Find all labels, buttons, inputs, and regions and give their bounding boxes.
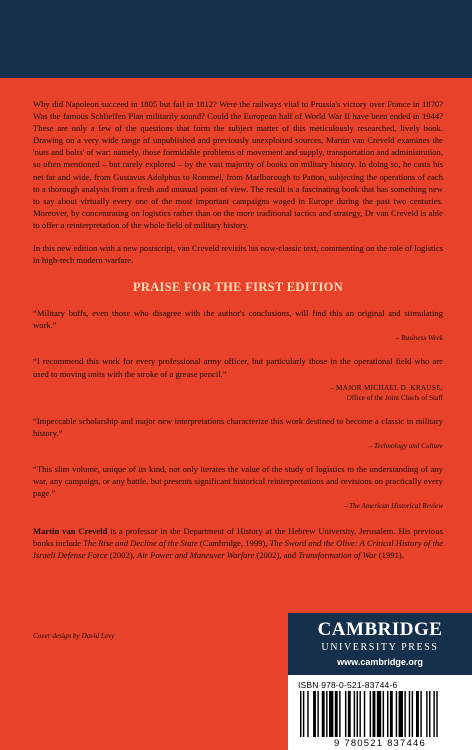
praise-source-2: [33, 383, 443, 403]
author-book-2: The Sword and the Olive: A Critical History of the Israeli Defense Force: [33, 538, 444, 561]
author-book-1: The Rise and Decline of the State: [83, 538, 198, 549]
praise-quote-4: “This slim volume, unique of its kind, not only iterates the value of the study of logistics to the understanding of any war, any campaign, or any battle, but presents significant historical reinterpretations and revisions on practically every page.”: [33, 463, 443, 498]
author-bio: [33, 525, 443, 561]
author-book-3: Air Power and Maneuver Warfare: [136, 550, 255, 561]
praise-heading: PRAISE FOR THE FIRST EDITION: [132, 280, 344, 295]
barcode-icon: [296, 691, 464, 737]
barcode-panel: [288, 675, 472, 750]
author-bio-text-1: is a professor in the Department of History at the Hebrew University, Jerusalem. His previous books include: [33, 526, 443, 549]
publisher-name: CAMBRIDGE: [317, 619, 443, 640]
publisher-logo-box: [288, 613, 472, 675]
back-cover-text: [33, 98, 443, 561]
author-bio-text-2: (Cambridge, 1999),: [197, 538, 270, 549]
author-book-4: Transformation of War: [298, 550, 377, 561]
praise-source-2-title: Office of the Joint Chiefs of Staff: [346, 393, 443, 402]
praise-quote-1: “Military buffs, even those who disagree with the author's conclusions, will find this an original and stimulating work.”: [33, 308, 443, 331]
blurb-paragraph-1: Why did Napoleon succeed in 1805 but fail in 1812? Were the railways vital to Prussia's victory over France in 1870? Was the famous Schlieffen Plan militarily sound? Could the European half of World War II have been ended in 1944? These are only a few of the questions that form the subject matter of this meticulously researched, lively book. Drawing on a very wide range of unpublished and previously unexploited sources, Martin van Creveld examines the 'nuts and bolts' of war: namely, those formidable problems of movement and supply, transportation and administration, so often mentioned – but rarely explored – by the vast majority of books on military history. In doing so, he casts his net far and wide, from Gustavus Adolphus to Rommel, from Marlborough to Patton, subjecting the operations of each to a thorough analysis from a fresh and unusual point of view. The result is a fascinating book that has something new to say about virtually every one of the most important campaigns waged in Europe during the past two centuries. Moreover, by concentrating on logistics rather than on the more traditional tactics and strategy, Dr van Creveld is able to offer a reinterpretation of the whole field of military history.: [33, 99, 443, 230]
praise-quote-2: “I recommend this work for every professional army officer, but particularly those in the operational field who are used to moving units with the stroke of a grease pencil.”: [33, 356, 443, 379]
author-bio-text-4: (2002), and: [254, 550, 299, 561]
cover-design-credit: Cover design by David Levy: [33, 632, 115, 640]
publisher-url: www.cambridge.org: [337, 657, 423, 667]
praise-source-3: – Technology and Culture: [368, 441, 443, 450]
publisher-press: UNIVERSITY PRESS: [321, 642, 439, 653]
barcode-digits: 9 780521 837446: [334, 738, 426, 749]
praise-source-2-name: – MAJOR MICHAEL D. KRAUSE,: [330, 383, 443, 392]
author-bio-text-3: (2002),: [107, 550, 137, 561]
isbn-label: ISBN 978-0-521-83744-6: [298, 680, 398, 690]
author-bio-text-5: (1991).: [376, 550, 404, 561]
author-name: Martin van Creveld: [33, 526, 108, 537]
praise-source-4: – The American Historical Review: [343, 502, 443, 511]
publisher-block: [288, 613, 472, 750]
top-color-band: [0, 0, 472, 78]
blurb-paragraph-2: In this new edition with a new postscript, van Creveld revisits his now-classic text, commenting on the role of logistics in high-tech modern warfare.: [33, 243, 443, 266]
praise-quote-3: “Impeccable scholarship and major new interpretations characterize this work destined to become a classic in military history.”: [33, 415, 443, 438]
praise-source-1: – Business Week: [395, 334, 443, 343]
